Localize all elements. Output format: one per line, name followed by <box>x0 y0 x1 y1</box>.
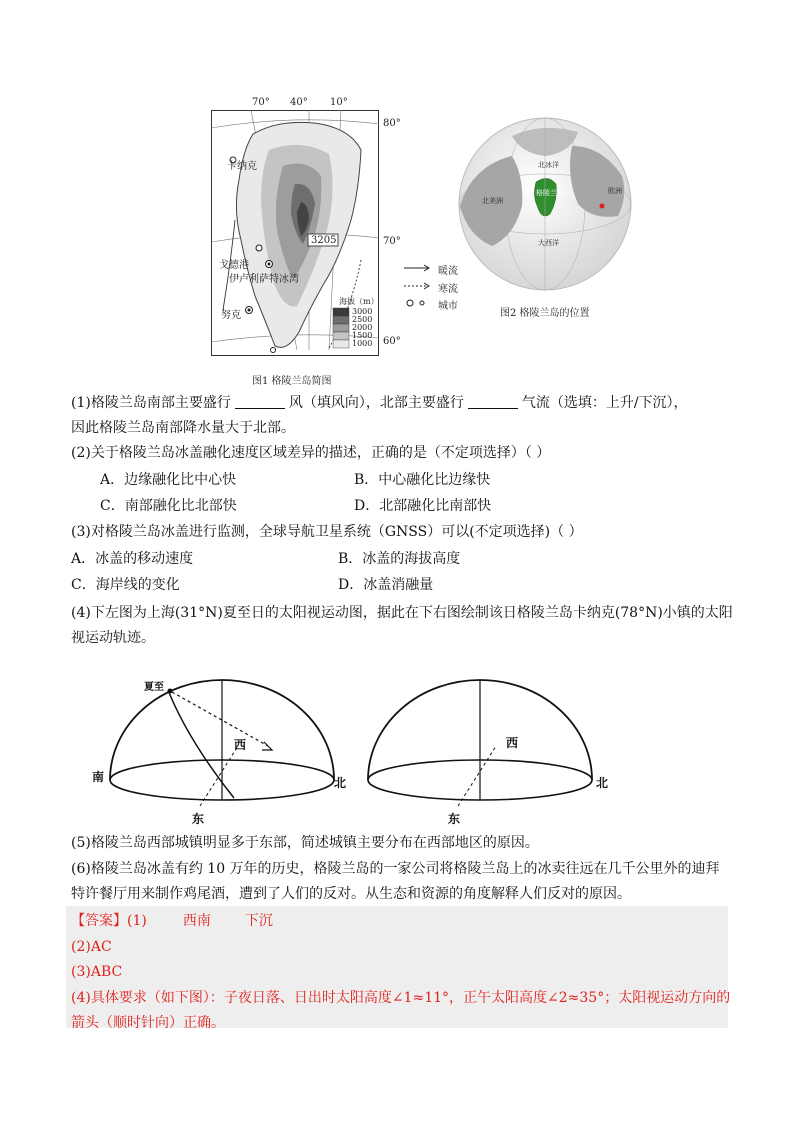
question-4-line-2: 视运动轨迹。 <box>71 630 155 646</box>
label-west-left: 西 <box>234 738 247 752</box>
lat-label: 60° <box>383 336 401 347</box>
question-3-stem: (3)对格陵兰岛冰盖进行监测，全球导航卫星系统（GNSS）可以(不定项选择)（ ） <box>71 524 583 540</box>
answer-2: (2)AC <box>71 939 112 955</box>
legend-value: 2500 <box>352 315 373 324</box>
question-5: (5)格陵兰岛西部城镇明显多于东部，简述城镇主要分布在西部地区的原因。 <box>71 835 539 851</box>
question-1-line-2: 因此格陵兰岛南部降水量大于北部。 <box>71 420 295 436</box>
legend-value: 1500 <box>352 331 373 340</box>
figure2-caption: 图2 格陵兰岛的位置 <box>500 308 590 319</box>
legend-value: 1000 <box>352 339 373 348</box>
label-east-right: 东 <box>448 812 461 826</box>
globe-label-atlantic: 大西洋 <box>538 239 559 247</box>
question-2-stem: (2)关于格陵兰岛冰盖融化速度区域差异的描述，正确的是（不定项选择）（ ） <box>71 445 551 461</box>
q1-blank-1[interactable] <box>235 394 285 409</box>
q1-part-3: 气流（选填：上升/下沉）， <box>521 395 688 411</box>
place-kanak: 卡纳克 <box>227 161 257 172</box>
answer-1-number: (1) <box>127 913 147 929</box>
label-north-right: 北 <box>596 776 609 790</box>
legend-city-label: 城市 <box>438 301 458 312</box>
label-west-right: 西 <box>506 736 519 750</box>
legend-value: 2000 <box>352 323 373 332</box>
legend-value: 3000 <box>352 307 373 316</box>
legend-cold-label: 寒流 <box>438 284 458 295</box>
peak-elevation: 3205 <box>311 235 337 246</box>
q2-option-b[interactable]: B．中心融化比边缘快 <box>354 472 491 488</box>
place-godhavn: 戈德港 <box>219 260 249 271</box>
answer-tag: 【答案】 <box>71 913 127 929</box>
q1-part-1: (1)格陵兰岛南部主要盛行 <box>71 395 231 411</box>
q1-blank-2[interactable] <box>468 394 518 409</box>
q2-option-c[interactable]: C．南部融化比北部快 <box>100 498 237 514</box>
lat-label: 70° <box>383 236 401 247</box>
question-6-line-2: 特许餐厅用来制作鸡尾酒，遭到了人们的反对。从生态和资源的角度解释人们反对的原因。 <box>71 886 631 902</box>
lon-label: 70° <box>252 97 270 108</box>
answer-3: (3)ABC <box>71 964 123 980</box>
label-summer-solstice: 夏至 <box>144 682 164 693</box>
legend-warm-label: 暖流 <box>438 266 458 277</box>
lon-label: 40° <box>290 97 308 108</box>
globe-label-greenland: 格陵兰岛 <box>536 189 564 197</box>
q3-option-d[interactable]: D．冰盖消融量 <box>338 577 434 593</box>
label-east-left: 东 <box>192 812 205 826</box>
label-south-left: 南 <box>92 770 105 784</box>
lat-label: 80° <box>383 118 401 129</box>
figure1-caption: 图1 格陵兰岛简图 <box>252 376 332 387</box>
answer-4-line-1: (4)具体要求（如下图）：子夜日落、日出时太阳高度∠1≈11°，正午太阳高度∠2≈35°；太阳视运动方向的 <box>71 990 731 1006</box>
q3-option-a[interactable]: A．冰盖的移动速度 <box>71 551 194 567</box>
sun-path-diagram-shanghai <box>92 670 348 830</box>
answer-4-line-2: 箭头（顺时针向）正确。 <box>71 1015 225 1031</box>
q2-option-a[interactable]: A．边缘融化比中心快 <box>100 472 237 488</box>
question-4-line-1: (4)下左图为上海(31°N)夏至日的太阳视运动图，据此在下右图绘制该日格陵兰岛卡纳克(78°N)小镇的太阳 <box>71 605 733 621</box>
q3-option-b[interactable]: B．冰盖的海拔高度 <box>338 551 461 567</box>
q1-part-2: 风（填风向），北部主要盛行 <box>288 395 464 411</box>
question-6-line-1: (6)格陵兰岛冰盖有约 10 万年的历史，格陵兰岛的一家公司将格陵兰岛上的冰卖往远在几千公里外的迪拜 <box>71 861 720 877</box>
question-1-line-1 <box>71 393 688 413</box>
answer-1-value-2: 下沉 <box>244 913 273 929</box>
q3-option-c[interactable]: C．海岸线的变化 <box>71 577 180 593</box>
globe-label-eu: 欧洲 <box>608 187 622 195</box>
sun-path-diagram-blank <box>350 670 610 830</box>
globe-figure <box>452 116 638 292</box>
place-ilulissat: 伊卢利萨特冰湾 <box>229 274 299 285</box>
legend-title: 海拔（m） <box>339 297 379 306</box>
lon-label: 10° <box>330 97 348 108</box>
place-nuuk: 努克 <box>221 310 241 321</box>
label-north-left: 北 <box>334 776 347 790</box>
answer-1-value-1: 西南 <box>182 913 211 929</box>
answer-1 <box>71 911 273 931</box>
globe-label-na: 北美洲 <box>482 197 503 205</box>
greenland-map <box>211 110 379 356</box>
q2-option-d[interactable]: D．北部融化比南部快 <box>354 498 492 514</box>
globe-label-arctic: 北冰洋 <box>538 161 559 169</box>
